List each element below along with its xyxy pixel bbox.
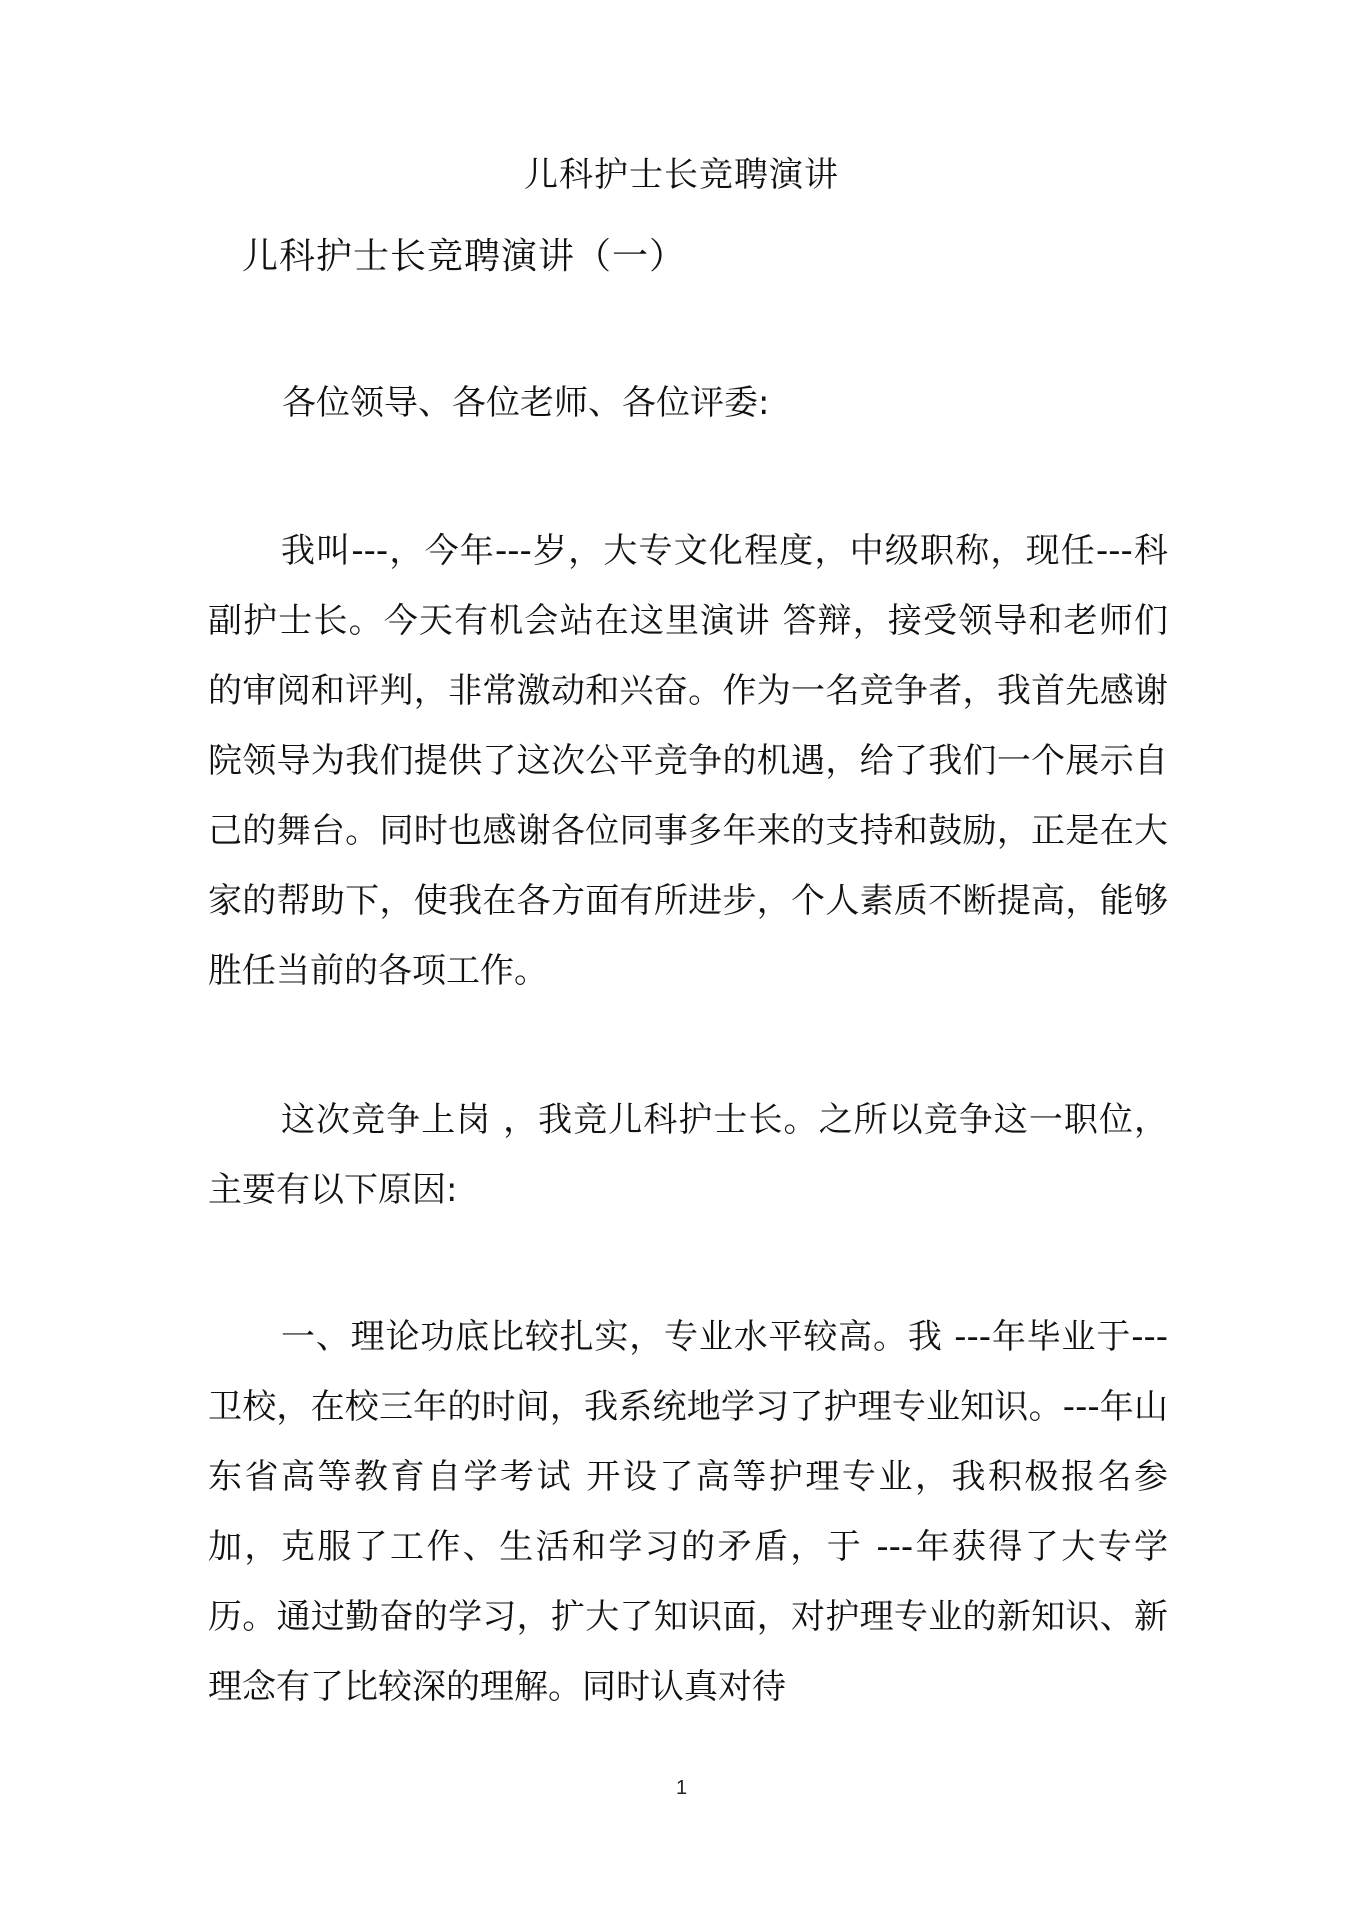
page-number: 1 <box>675 1777 688 1799</box>
paragraph-position: 这次竞争上岗 ，我竞儿科护士长。之所以竞争这一职位，主要有以下原因: <box>208 1100 1168 1210</box>
greeting-line: 各位领导、各位老师、各位评委: <box>282 383 770 423</box>
paragraph-reason-one: 一、理论功底比较扎实，专业水平较高。我 ---年毕业于---卫校，在校三年的时间，我系统地学习了护理专业知识。---年山东省高等教育自学考试 开设了高等护理专业，我积极报名参加，克服了工作、生活和学习的矛盾，于 ---年获得了大专学历。通过勤奋的学习，扩大了知识面，对护理专业的新知识、新理念有了比较深的理解。同时认真对待 <box>208 1317 1168 1707</box>
document-title: 儿科护士长竞聘演讲 <box>524 155 839 195</box>
document-subtitle: 儿科护士长竞聘演讲（一） <box>242 236 687 277</box>
paragraph-introduction: 我叫---，今年---岁，大专文化程度，中级职称，现任---科副护士长。今天有机会站在这里演讲 答辩，接受领导和老师们的审阅和评判，非常激动和兴奋。作为一名竞争者，我首先感谢院领导为我们提供了这次公平竞争的机遇，给了我们一个展示自己的舞台。同时也感谢各位同事多年来的支持和鼓励，正是在大家的帮助下，使我在各方面有所进步，个人素质不断提高，能够胜任当前的各项工作。 <box>208 531 1168 991</box>
